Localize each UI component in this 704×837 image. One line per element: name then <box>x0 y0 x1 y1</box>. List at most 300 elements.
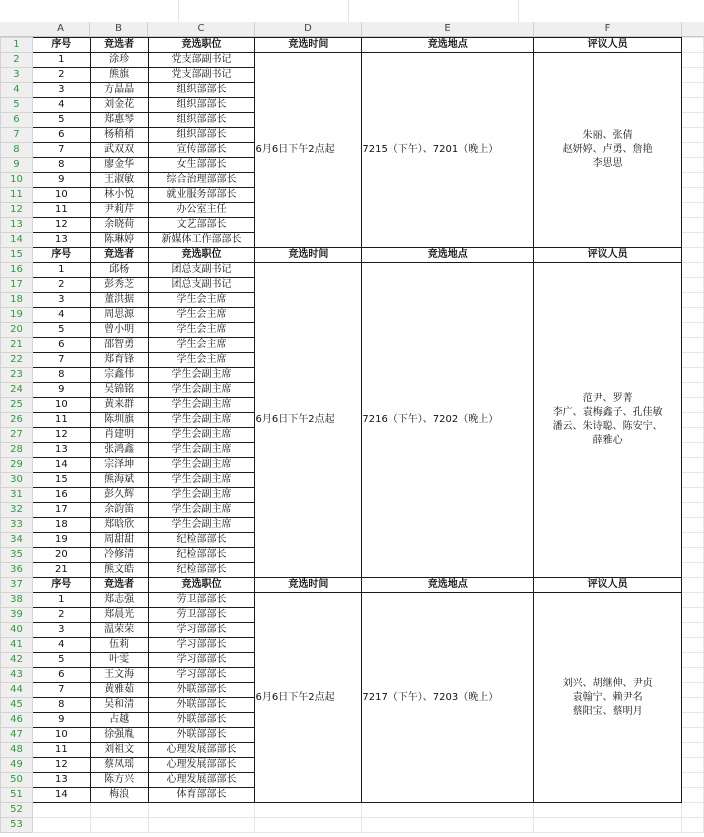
row-header[interactable]: 15 <box>1 248 33 263</box>
empty-cell[interactable] <box>682 503 704 518</box>
position-cell[interactable]: 党支部副书记 <box>148 53 255 68</box>
seq-cell[interactable]: 1 <box>32 263 90 278</box>
position-cell[interactable]: 学生会副主席 <box>148 398 255 413</box>
empty-cell[interactable] <box>682 293 704 308</box>
row-header[interactable]: 40 <box>1 623 33 638</box>
seq-cell[interactable]: 5 <box>32 323 90 338</box>
candidate-cell[interactable]: 尹莉芹 <box>90 203 148 218</box>
header-seq[interactable]: 序号 <box>32 248 90 263</box>
candidate-cell[interactable]: 陈圳旗 <box>90 413 148 428</box>
seq-cell[interactable]: 12 <box>32 428 90 443</box>
seq-cell[interactable]: 11 <box>32 203 90 218</box>
row-header[interactable]: 41 <box>1 638 33 653</box>
empty-cell[interactable] <box>682 683 704 698</box>
empty-cell[interactable] <box>682 623 704 638</box>
position-cell[interactable]: 新媒体工作部部长 <box>148 233 255 248</box>
candidate-cell[interactable]: 伍莉 <box>90 638 148 653</box>
position-cell[interactable]: 党支部副书记 <box>148 68 255 83</box>
row-header[interactable]: 8 <box>1 143 33 158</box>
row-header[interactable]: 5 <box>1 98 33 113</box>
position-cell[interactable]: 学习部部长 <box>148 638 255 653</box>
row-header[interactable]: 13 <box>1 218 33 233</box>
candidate-cell[interactable]: 涂珍 <box>90 53 148 68</box>
empty-cell[interactable] <box>682 203 704 218</box>
seq-cell[interactable]: 13 <box>32 443 90 458</box>
time-cell[interactable]: 6月6日下午2点起 <box>255 593 362 803</box>
row-header[interactable]: 46 <box>1 713 33 728</box>
candidate-cell[interactable]: 周甜甜 <box>90 533 148 548</box>
empty-cell[interactable] <box>682 368 704 383</box>
position-cell[interactable]: 纪检部部长 <box>148 533 255 548</box>
location-cell[interactable] <box>362 263 534 578</box>
empty-cell[interactable] <box>90 818 148 833</box>
empty-cell[interactable] <box>682 818 704 833</box>
header-candidate[interactable]: 竞选者 <box>90 38 148 53</box>
empty-cell[interactable] <box>682 38 704 53</box>
row-header[interactable]: 23 <box>1 368 33 383</box>
empty-cell[interactable] <box>682 518 704 533</box>
row-header[interactable]: 4 <box>1 83 33 98</box>
seq-cell[interactable]: 1 <box>32 53 90 68</box>
position-cell[interactable]: 组织部部长 <box>148 83 255 98</box>
seq-cell[interactable]: 9 <box>32 383 90 398</box>
empty-cell[interactable] <box>682 578 704 593</box>
candidate-cell[interactable]: 宗鑫伟 <box>90 368 148 383</box>
position-cell[interactable]: 办公室主任 <box>148 203 255 218</box>
formula-bar-extension[interactable] <box>348 0 519 22</box>
row-header[interactable]: 29 <box>1 458 33 473</box>
candidate-cell[interactable]: 杨稍稍 <box>90 128 148 143</box>
candidate-cell[interactable]: 熊海斌 <box>90 473 148 488</box>
column-header-c[interactable]: C <box>148 22 255 36</box>
empty-cell[interactable] <box>255 803 362 818</box>
empty-cell[interactable] <box>682 188 704 203</box>
empty-cell[interactable] <box>682 98 704 113</box>
header-location[interactable]: 竞选地点 <box>362 578 534 593</box>
row-header[interactable]: 6 <box>1 113 33 128</box>
formula-bar[interactable] <box>178 0 349 22</box>
candidate-cell[interactable]: 宗泽坤 <box>90 458 148 473</box>
position-cell[interactable]: 外联部部长 <box>148 713 255 728</box>
position-cell[interactable]: 学生会主席 <box>148 293 255 308</box>
row-header[interactable]: 12 <box>1 203 33 218</box>
empty-cell[interactable] <box>682 443 704 458</box>
candidate-cell[interactable]: 林小悦 <box>90 188 148 203</box>
empty-cell[interactable] <box>682 608 704 623</box>
position-cell[interactable]: 学生会主席 <box>148 323 255 338</box>
header-candidate[interactable]: 竞选者 <box>90 578 148 593</box>
seq-cell[interactable]: 11 <box>32 413 90 428</box>
row-header[interactable]: 50 <box>1 773 33 788</box>
seq-cell[interactable]: 6 <box>32 128 90 143</box>
position-cell[interactable]: 学习部部长 <box>148 668 255 683</box>
row-header[interactable]: 20 <box>1 323 33 338</box>
header-candidate[interactable]: 竞选者 <box>90 248 148 263</box>
empty-cell[interactable] <box>90 803 148 818</box>
empty-cell[interactable] <box>682 323 704 338</box>
position-cell[interactable]: 组织部部长 <box>148 128 255 143</box>
seq-cell[interactable]: 1 <box>32 593 90 608</box>
position-cell[interactable]: 心理发展部部长 <box>148 773 255 788</box>
header-reviewers[interactable]: 评议人员 <box>534 248 682 263</box>
candidate-cell[interactable]: 刘金花 <box>90 98 148 113</box>
position-cell[interactable]: 学生会副主席 <box>148 428 255 443</box>
row-header[interactable]: 47 <box>1 728 33 743</box>
empty-cell[interactable] <box>682 593 704 608</box>
column-header-b[interactable]: B <box>90 22 148 36</box>
position-cell[interactable]: 学习部部长 <box>148 653 255 668</box>
empty-cell[interactable] <box>148 803 255 818</box>
position-cell[interactable]: 团总支副书记 <box>148 263 255 278</box>
seq-cell[interactable]: 13 <box>32 773 90 788</box>
position-cell[interactable]: 纪检部部长 <box>148 563 255 578</box>
position-cell[interactable]: 学生会副主席 <box>148 458 255 473</box>
empty-cell[interactable] <box>682 263 704 278</box>
candidate-cell[interactable]: 郑育锋 <box>90 353 148 368</box>
candidate-cell[interactable]: 梅浪 <box>90 788 148 803</box>
position-cell[interactable]: 文艺部部长 <box>148 218 255 233</box>
empty-cell[interactable] <box>682 758 704 773</box>
seq-cell[interactable]: 3 <box>32 623 90 638</box>
empty-cell[interactable] <box>682 113 704 128</box>
empty-cell[interactable] <box>682 548 704 563</box>
row-header[interactable]: 22 <box>1 353 33 368</box>
position-cell[interactable]: 学生会副主席 <box>148 383 255 398</box>
seq-cell[interactable]: 5 <box>32 653 90 668</box>
seq-cell[interactable]: 11 <box>32 743 90 758</box>
name-box[interactable] <box>0 0 179 22</box>
empty-cell[interactable] <box>255 818 362 833</box>
empty-cell[interactable] <box>682 218 704 233</box>
row-header[interactable]: 2 <box>1 53 33 68</box>
position-cell[interactable]: 学生会副主席 <box>148 518 255 533</box>
empty-cell[interactable] <box>682 173 704 188</box>
time-cell[interactable]: 6月6日下午2点起 <box>255 263 362 578</box>
empty-cell[interactable] <box>682 488 704 503</box>
row-header[interactable]: 21 <box>1 338 33 353</box>
row-header[interactable]: 49 <box>1 758 33 773</box>
table-header-row <box>1 578 704 593</box>
empty-cell[interactable] <box>682 713 704 728</box>
empty-cell[interactable] <box>32 818 90 833</box>
row-header[interactable]: 38 <box>1 593 33 608</box>
candidate-cell[interactable]: 徐强胤 <box>90 728 148 743</box>
candidate-cell[interactable]: 郑晨光 <box>90 608 148 623</box>
candidate-cell[interactable]: 郑惠琴 <box>90 113 148 128</box>
empty-cell[interactable] <box>682 653 704 668</box>
seq-cell[interactable]: 9 <box>32 173 90 188</box>
candidate-cell[interactable]: 邱杨 <box>90 263 148 278</box>
seq-cell[interactable]: 5 <box>32 113 90 128</box>
empty-cell[interactable] <box>682 803 704 818</box>
candidate-cell[interactable]: 吴和清 <box>90 698 148 713</box>
empty-cell[interactable] <box>682 143 704 158</box>
row-header[interactable]: 25 <box>1 398 33 413</box>
candidate-cell[interactable]: 熊旗 <box>90 68 148 83</box>
empty-cell[interactable] <box>682 68 704 83</box>
location-cell[interactable] <box>362 593 534 803</box>
position-cell[interactable]: 外联部部长 <box>148 728 255 743</box>
candidate-cell[interactable]: 叶雯 <box>90 653 148 668</box>
candidate-cell[interactable]: 黄雅茹 <box>90 683 148 698</box>
candidate-cell[interactable]: 曾小明 <box>90 323 148 338</box>
seq-cell[interactable]: 4 <box>32 638 90 653</box>
empty-cell[interactable] <box>682 398 704 413</box>
row-header[interactable]: 7 <box>1 128 33 143</box>
empty-cell[interactable] <box>682 53 704 68</box>
empty-cell[interactable] <box>682 83 704 98</box>
seq-cell[interactable]: 16 <box>32 488 90 503</box>
candidate-cell[interactable]: 肖建明 <box>90 428 148 443</box>
candidate-cell[interactable]: 黄来群 <box>90 398 148 413</box>
seq-cell[interactable]: 2 <box>32 68 90 83</box>
candidate-cell[interactable]: 吴锦铭 <box>90 383 148 398</box>
column-header-f[interactable]: F <box>534 22 682 36</box>
seq-cell[interactable]: 7 <box>32 353 90 368</box>
position-cell[interactable]: 团总支副书记 <box>148 278 255 293</box>
row-header[interactable]: 9 <box>1 158 33 173</box>
candidate-cell[interactable]: 郑志强 <box>90 593 148 608</box>
row-header[interactable]: 35 <box>1 548 33 563</box>
position-cell[interactable]: 学生会副主席 <box>148 413 255 428</box>
empty-cell[interactable] <box>682 158 704 173</box>
seq-cell[interactable]: 19 <box>32 533 90 548</box>
candidate-cell[interactable]: 周思源 <box>90 308 148 323</box>
position-cell[interactable]: 学生会副主席 <box>148 368 255 383</box>
empty-cell[interactable] <box>682 383 704 398</box>
column-header-e[interactable]: E <box>362 22 534 36</box>
seq-cell[interactable]: 10 <box>32 728 90 743</box>
row-header[interactable]: 43 <box>1 668 33 683</box>
header-position[interactable]: 竞选职位 <box>148 578 255 593</box>
row-header[interactable]: 42 <box>1 653 33 668</box>
candidate-cell[interactable]: 王文海 <box>90 668 148 683</box>
seq-cell[interactable]: 12 <box>32 218 90 233</box>
row-header[interactable]: 14 <box>1 233 33 248</box>
seq-cell[interactable]: 13 <box>32 233 90 248</box>
row-header[interactable]: 51 <box>1 788 33 803</box>
reviewer-line: 朱丽、张倩 <box>582 130 633 141</box>
row-header[interactable]: 11 <box>1 188 33 203</box>
candidate-cell[interactable]: 余韵笛 <box>90 503 148 518</box>
seq-cell[interactable]: 15 <box>32 473 90 488</box>
position-cell[interactable]: 学生会副主席 <box>148 488 255 503</box>
row-header[interactable]: 48 <box>1 743 33 758</box>
candidate-cell[interactable]: 占越 <box>90 713 148 728</box>
header-time[interactable]: 竞选时间 <box>255 38 362 53</box>
position-cell[interactable]: 女生部部长 <box>148 158 255 173</box>
row-header[interactable]: 27 <box>1 428 33 443</box>
position-cell[interactable]: 学生会副主席 <box>148 443 255 458</box>
candidate-cell[interactable]: 郑晗欣 <box>90 518 148 533</box>
seq-cell[interactable]: 2 <box>32 278 90 293</box>
empty-cell[interactable] <box>682 413 704 428</box>
candidate-cell[interactable]: 方晶晶 <box>90 83 148 98</box>
header-location[interactable]: 竞选地点 <box>362 38 534 53</box>
header-location[interactable]: 竞选地点 <box>362 248 534 263</box>
row-header[interactable]: 3 <box>1 68 33 83</box>
candidate-cell[interactable]: 熊文皓 <box>90 563 148 578</box>
empty-cell[interactable] <box>682 278 704 293</box>
position-cell[interactable]: 纪检部部长 <box>148 548 255 563</box>
row-header[interactable]: 31 <box>1 488 33 503</box>
seq-cell[interactable]: 10 <box>32 398 90 413</box>
candidate-cell[interactable]: 陈琳婷 <box>90 233 148 248</box>
position-cell[interactable]: 学生会主席 <box>148 353 255 368</box>
empty-cell[interactable] <box>682 473 704 488</box>
candidate-cell[interactable]: 陈方兴 <box>90 773 148 788</box>
empty-cell[interactable] <box>682 668 704 683</box>
seq-cell[interactable]: 7 <box>32 143 90 158</box>
header-time[interactable]: 竞选时间 <box>255 248 362 263</box>
row-header[interactable]: 36 <box>1 563 33 578</box>
header-reviewers[interactable]: 评议人员 <box>534 38 682 53</box>
empty-cell[interactable] <box>682 788 704 803</box>
position-cell[interactable]: 组织部部长 <box>148 98 255 113</box>
empty-cell[interactable] <box>682 128 704 143</box>
candidate-cell[interactable]: 王淑敏 <box>90 173 148 188</box>
seq-cell[interactable]: 8 <box>32 368 90 383</box>
position-cell[interactable]: 组织部部长 <box>148 113 255 128</box>
candidate-cell[interactable]: 董洪据 <box>90 293 148 308</box>
position-cell[interactable]: 外联部部长 <box>148 698 255 713</box>
seq-cell[interactable]: 6 <box>32 668 90 683</box>
position-cell[interactable]: 宣传部部长 <box>148 143 255 158</box>
seq-cell[interactable]: 18 <box>32 518 90 533</box>
row-header[interactable]: 34 <box>1 533 33 548</box>
position-cell[interactable]: 学习部部长 <box>148 623 255 638</box>
row-header[interactable]: 52 <box>1 803 33 818</box>
position-cell[interactable]: 学生会副主席 <box>148 503 255 518</box>
candidate-cell[interactable]: 蔡凤瑶 <box>90 758 148 773</box>
position-cell[interactable]: 心理发展部部长 <box>148 758 255 773</box>
position-cell[interactable]: 学生会主席 <box>148 308 255 323</box>
seq-cell[interactable]: 17 <box>32 503 90 518</box>
empty-cell[interactable] <box>534 818 682 833</box>
row-header[interactable]: 53 <box>1 818 33 833</box>
candidate-cell[interactable]: 邵智勇 <box>90 338 148 353</box>
seq-cell[interactable]: 7 <box>32 683 90 698</box>
row-header[interactable]: 44 <box>1 683 33 698</box>
empty-cell[interactable] <box>682 638 704 653</box>
seq-cell[interactable]: 2 <box>32 608 90 623</box>
empty-cell[interactable] <box>682 698 704 713</box>
header-seq[interactable]: 序号 <box>32 38 90 53</box>
empty-cell[interactable] <box>682 338 704 353</box>
candidate-cell[interactable]: 廖金华 <box>90 158 148 173</box>
seq-cell[interactable]: 8 <box>32 698 90 713</box>
header-position[interactable]: 竞选职位 <box>148 248 255 263</box>
position-cell[interactable]: 综合治理部部长 <box>148 173 255 188</box>
empty-cell[interactable] <box>362 818 534 833</box>
empty-cell[interactable] <box>148 818 255 833</box>
empty-cell[interactable] <box>682 428 704 443</box>
row-header[interactable]: 19 <box>1 308 33 323</box>
row-header[interactable]: 16 <box>1 263 33 278</box>
row-header[interactable]: 33 <box>1 518 33 533</box>
seq-cell[interactable]: 12 <box>32 758 90 773</box>
header-reviewers[interactable]: 评议人员 <box>534 578 682 593</box>
candidate-cell[interactable]: 余晓荷 <box>90 218 148 233</box>
row-header[interactable]: 37 <box>1 578 33 593</box>
column-header-a[interactable]: A <box>32 22 90 36</box>
row-header[interactable]: 28 <box>1 443 33 458</box>
empty-cell[interactable] <box>32 803 90 818</box>
candidate-cell[interactable]: 温荣荣 <box>90 623 148 638</box>
row-header[interactable]: 30 <box>1 473 33 488</box>
seq-cell[interactable]: 14 <box>32 788 90 803</box>
empty-cell[interactable] <box>682 773 704 788</box>
empty-cell[interactable] <box>682 533 704 548</box>
seq-cell[interactable]: 14 <box>32 458 90 473</box>
row-header[interactable]: 45 <box>1 698 33 713</box>
seq-cell[interactable]: 9 <box>32 713 90 728</box>
row-header[interactable]: 32 <box>1 503 33 518</box>
seq-cell[interactable]: 10 <box>32 188 90 203</box>
position-cell[interactable]: 学生会副主席 <box>148 473 255 488</box>
position-cell[interactable]: 心理发展部部长 <box>148 743 255 758</box>
reviewers-cell[interactable] <box>534 263 682 578</box>
seq-cell[interactable]: 20 <box>32 548 90 563</box>
row-header[interactable]: 10 <box>1 173 33 188</box>
row-header[interactable]: 17 <box>1 278 33 293</box>
position-cell[interactable]: 外联部部长 <box>148 683 255 698</box>
empty-cell[interactable] <box>682 458 704 473</box>
seq-cell[interactable]: 3 <box>32 293 90 308</box>
header-seq[interactable]: 序号 <box>32 578 90 593</box>
position-cell[interactable]: 劳卫部部长 <box>148 608 255 623</box>
candidate-cell[interactable]: 武双双 <box>90 143 148 158</box>
seq-cell[interactable]: 8 <box>32 158 90 173</box>
reviewers-cell[interactable] <box>534 53 682 248</box>
seq-cell[interactable]: 6 <box>32 338 90 353</box>
seq-cell[interactable]: 21 <box>32 563 90 578</box>
column-header-d[interactable]: D <box>255 22 362 36</box>
reviewers-cell[interactable] <box>534 593 682 803</box>
row-header[interactable]: 39 <box>1 608 33 623</box>
time-cell[interactable]: 6月6日下午2点起 <box>255 53 362 248</box>
row-header[interactable]: 24 <box>1 383 33 398</box>
candidate-cell[interactable]: 彭秀芝 <box>90 278 148 293</box>
location-cell[interactable] <box>362 53 534 248</box>
position-cell[interactable]: 劳卫部部长 <box>148 593 255 608</box>
position-cell[interactable]: 体育部部长 <box>148 788 255 803</box>
empty-cell[interactable] <box>362 803 534 818</box>
header-position[interactable]: 竞选职位 <box>148 38 255 53</box>
position-cell[interactable]: 学生会主席 <box>148 338 255 353</box>
empty-cell[interactable] <box>682 563 704 578</box>
empty-cell[interactable] <box>534 803 682 818</box>
empty-cell[interactable] <box>682 728 704 743</box>
position-cell[interactable]: 就业服务部部长 <box>148 188 255 203</box>
row-header[interactable]: 1 <box>1 38 33 53</box>
header-time[interactable]: 竞选时间 <box>255 578 362 593</box>
empty-cell[interactable] <box>682 233 704 248</box>
candidate-cell[interactable]: 彭久辉 <box>90 488 148 503</box>
seq-cell[interactable]: 4 <box>32 308 90 323</box>
row-header[interactable]: 26 <box>1 413 33 428</box>
empty-cell[interactable] <box>682 248 704 263</box>
row-header[interactable]: 18 <box>1 293 33 308</box>
candidate-cell[interactable]: 张鸿鑫 <box>90 443 148 458</box>
empty-cell[interactable] <box>682 743 704 758</box>
candidate-cell[interactable]: 冷修清 <box>90 548 148 563</box>
seq-cell[interactable]: 4 <box>32 98 90 113</box>
seq-cell[interactable]: 3 <box>32 83 90 98</box>
empty-cell[interactable] <box>682 353 704 368</box>
candidate-cell[interactable]: 刘祖文 <box>90 743 148 758</box>
empty-cell[interactable] <box>682 308 704 323</box>
